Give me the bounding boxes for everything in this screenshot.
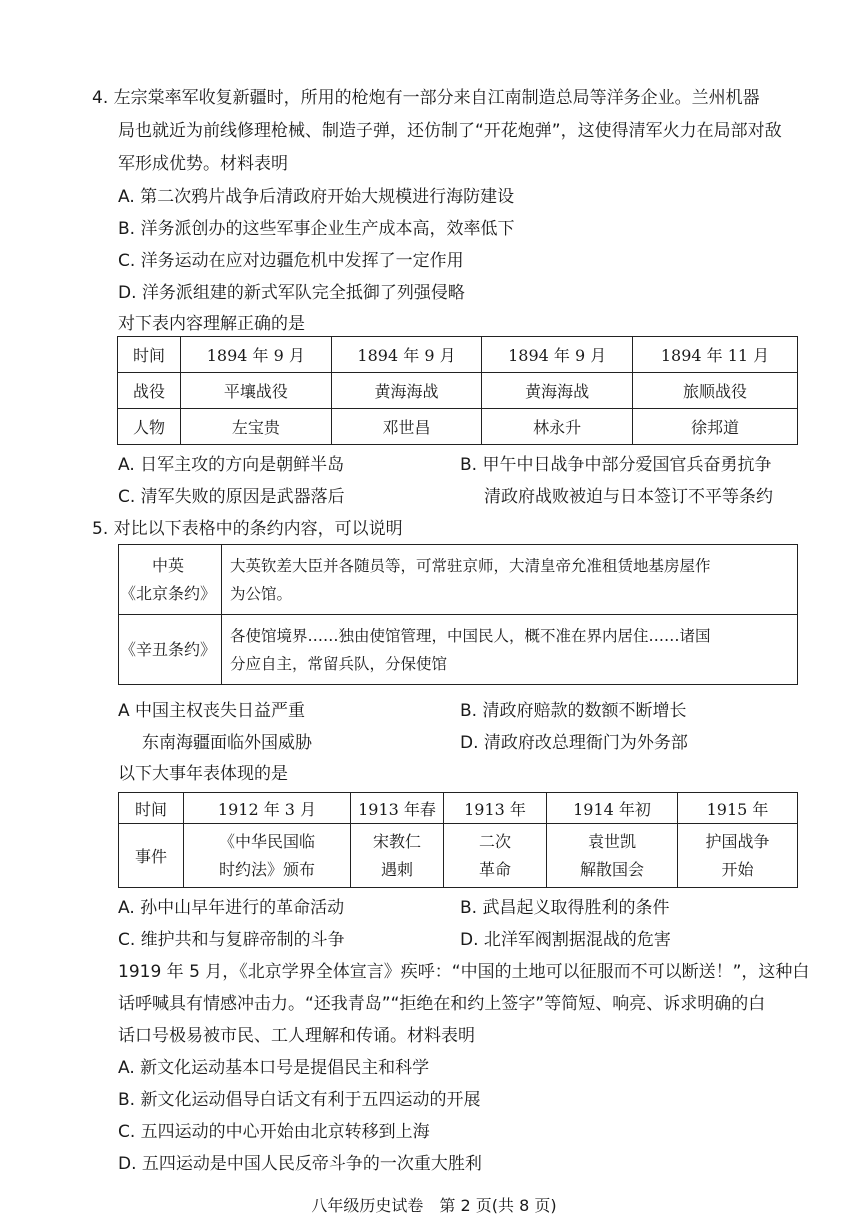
table-cell: 徐邦道 <box>633 409 798 445</box>
q4-option-d: D. 洋务派组建的新式军队完全抵御了列强侵略 <box>118 283 465 303</box>
qt2-option-c: C. 维护共和与复辟帝制的斗争 <box>118 930 345 950</box>
event-text: 袁世凯 <box>587 831 636 851</box>
treaty-name: 《辛丑条约》 <box>119 639 216 659</box>
treaty-text: 各使馆境界……独由使馆管理，中国民人，概不准在界内居住……诸国 <box>230 626 711 645</box>
q5-option-c: 东南海疆面临外国威胁 <box>142 733 312 753</box>
event-text: 时约法》颁布 <box>218 859 315 879</box>
table-cell: 黄海海战 <box>331 373 482 409</box>
q-last-option-d: D. 五四运动是中国人民反帝斗争的一次重大胜利 <box>118 1154 482 1174</box>
table-cell: 1894 年 9 月 <box>331 337 482 373</box>
table-cell: 战役 <box>118 373 181 409</box>
q4-option-b: B. 洋务派创办的这些军事企业生产成本高，效率低下 <box>118 219 515 239</box>
q-last-option-a: A. 新文化运动基本口号是提倡民主和科学 <box>118 1058 430 1078</box>
q4-stem-line3: 军形成优势。材料表明 <box>118 154 288 174</box>
event-text: 《中华民国临 <box>218 831 315 851</box>
qt2-option-b: B. 武昌起义取得胜利的条件 <box>460 898 670 918</box>
event-text: 护国战争 <box>705 831 770 851</box>
treaty-text: 大英钦差大臣并各随员等，可常驻京师，大清皇帝允准租赁地基房屋作 <box>230 556 711 575</box>
table-cell: 1894 年 11 月 <box>633 337 798 373</box>
qt1-stem: 对下表内容理解正确的是 <box>118 314 305 334</box>
q-last-stem-line3: 话口号极易被市民、工人理解和传诵。材料表明 <box>118 1026 475 1046</box>
q-last-option-c: C. 五四运动的中心开始由北京转移到上海 <box>118 1122 430 1142</box>
event-text: 遇刺 <box>380 859 413 879</box>
q4-option-c: C. 洋务运动在应对边疆危机中发挥了一定作用 <box>118 251 464 271</box>
treaty-text-cell <box>222 615 798 685</box>
qt2-option-a: A. 孙中山早年进行的革命活动 <box>118 898 345 918</box>
table-cell <box>547 824 678 888</box>
table-cell: 林永升 <box>482 409 633 445</box>
q-last-option-b: B. 新文化运动倡导白话文有利于五四运动的开展 <box>118 1090 481 1110</box>
qt2-stem: 以下大事年表体现的是 <box>118 764 288 784</box>
treaty-name-cell <box>119 545 222 615</box>
battle-table <box>117 336 798 445</box>
q4-text-1: 左宗棠率军收复新疆时，所用的枪炮有一部分来自江南制造总局等洋务企业。兰州机器 <box>113 88 760 108</box>
event-text: 开始 <box>721 859 754 879</box>
event-text: 解散国会 <box>579 859 644 879</box>
table-cell: 人物 <box>118 409 181 445</box>
table-cell <box>444 824 547 888</box>
q5-option-b: B. 清政府赔款的数额不断增长 <box>460 701 687 721</box>
table-cell <box>184 824 351 888</box>
table-cell: 邓世昌 <box>331 409 482 445</box>
q4-stem-line1 <box>92 86 760 110</box>
table-cell: 事件 <box>119 824 184 888</box>
page-footer: 八年级历史试卷 第 2 页(共 8 页) <box>311 1196 557 1215</box>
treaty-table <box>118 544 798 685</box>
q-last-stem-line2: 话呼喊具有情感冲击力。“还我青岛”“拒绝在和约上签字”等简短、响亮、诉求明确的白 <box>118 994 766 1014</box>
table-row <box>119 793 798 824</box>
table-cell: 1915 年 <box>678 793 798 824</box>
table-row <box>119 615 798 685</box>
table-cell: 黄海海战 <box>482 373 633 409</box>
table-row <box>118 373 798 409</box>
table-row <box>118 337 798 373</box>
q5-stem: 5. 对比以下表格中的条约内容，可以说明 <box>92 519 403 539</box>
q5-option-d: D. 清政府改总理衙门为外务部 <box>460 733 688 753</box>
table-cell: 1894 年 9 月 <box>482 337 633 373</box>
qt1-option-b: B. 甲午中日战争中部分爱国官兵奋勇抗争 <box>460 455 772 475</box>
q4-stem-line2: 局也就近为前线修理枪械、制造子弹，还仿制了“开花炮弹”，这使得清军火力在局部对敌 <box>118 121 782 141</box>
table-cell <box>678 824 798 888</box>
treaty-name: 中英 <box>151 555 184 575</box>
table-row <box>119 824 798 888</box>
q4-option-a: A. 第二次鸦片战争后清政府开始大规模进行海防建设 <box>118 187 515 207</box>
table-row <box>118 409 798 445</box>
treaty-text: 为公馆。 <box>230 584 293 603</box>
qt1-option-c: C. 清军失败的原因是武器落后 <box>118 487 345 507</box>
qt2-option-d: D. 北洋军阀割据混战的危害 <box>460 930 671 950</box>
treaty-text-cell <box>222 545 798 615</box>
table-cell: 1913 年 <box>444 793 547 824</box>
table-row <box>119 545 798 615</box>
table-cell: 平壤战役 <box>181 373 332 409</box>
table-cell: 时间 <box>118 337 181 373</box>
event-text: 宋教仁 <box>372 831 421 851</box>
treaty-name-cell <box>119 615 222 685</box>
table-cell: 1914 年初 <box>547 793 678 824</box>
table-cell: 1913 年春 <box>351 793 444 824</box>
table-cell: 1912 年 3 月 <box>184 793 351 824</box>
table-cell <box>351 824 444 888</box>
q5-option-a: A 中国主权丧失日益严重 <box>118 701 306 721</box>
qt1-option-d: 清政府战败被迫与日本签订不平等条约 <box>484 487 773 507</box>
event-text: 革命 <box>478 859 511 879</box>
treaty-text: 分应自主，常留兵队，分保使馆 <box>230 654 448 673</box>
event-text: 二次 <box>478 831 511 851</box>
q-last-stem-line1: 1919 年 5 月，《北京学界全体宣言》疾呼：“中国的土地可以征服而不可以断送！”，这种白 <box>118 962 810 982</box>
timeline-table <box>118 792 798 888</box>
table-cell: 时间 <box>119 793 184 824</box>
table-cell: 左宝贵 <box>181 409 332 445</box>
table-cell: 1894 年 9 月 <box>181 337 332 373</box>
qt1-option-a: A. 日军主攻的方向是朝鲜半岛 <box>118 455 345 475</box>
treaty-name: 《北京条约》 <box>119 583 216 603</box>
q4-number: 4. <box>92 88 109 108</box>
table-cell: 旅顺战役 <box>633 373 798 409</box>
